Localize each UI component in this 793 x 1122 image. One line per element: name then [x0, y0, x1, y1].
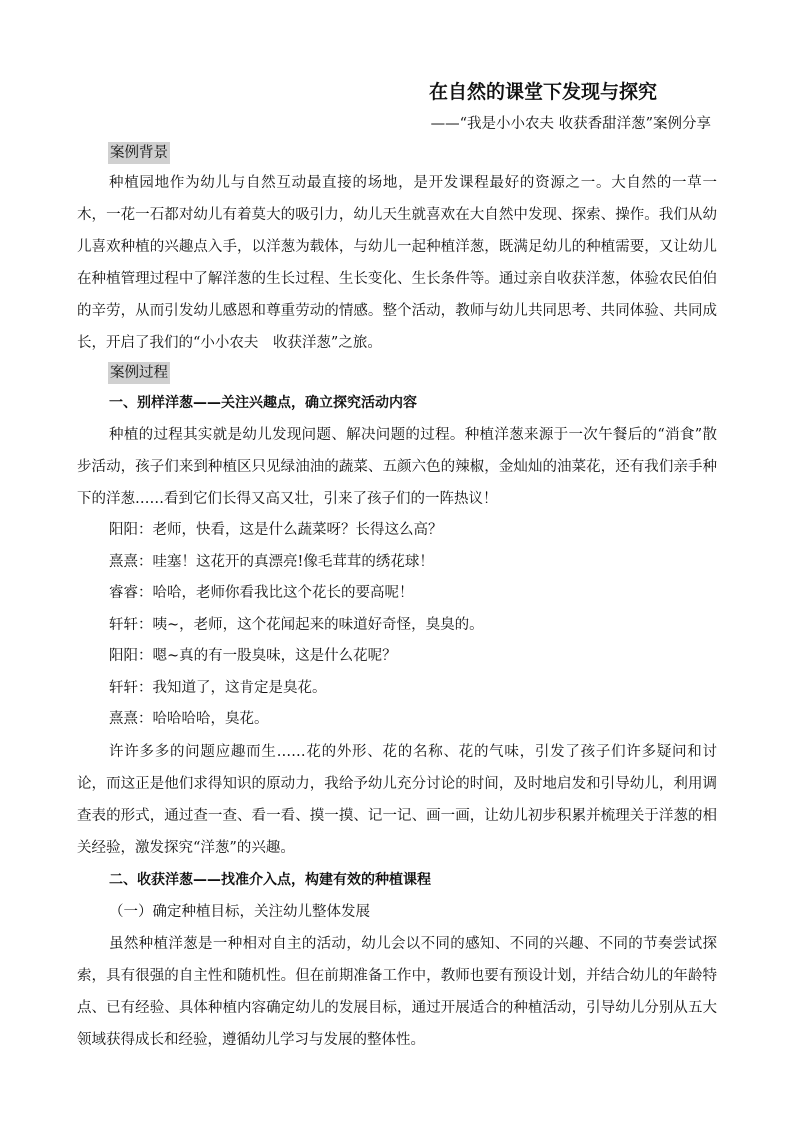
- heading-section-one: 一、别样洋葱——关注兴趣点，确立探究活动内容: [109, 395, 417, 411]
- page-subtitle: ——“我是小小农夫 收获香甜洋葱”案例分享: [430, 116, 711, 132]
- dialog-line: 熹熹：哇塞！这花开的真漂亮!像毛茸茸的绣花球！: [109, 553, 434, 570]
- dialog-line: 轩轩：我知道了，这肯定是臭花。: [109, 679, 327, 696]
- dialog-line: 阳阳：嗯~真的有一股臭味，这是什么花呢？: [109, 648, 397, 664]
- page-title: 在自然的课堂下发现与探究: [428, 81, 657, 103]
- dialog-line: 睿睿：哈哈，老师你看我比这个花长的要高呢！: [109, 585, 414, 601]
- dialog-line: 阳阳：老师，快看，这是什么蔬菜呀？长得这么高？: [109, 522, 443, 538]
- heading-section-two: 二、收获洋葱——找准介入点，构建有效的种植课程: [109, 871, 431, 888]
- process-paragraph-1: 种植的过程其实就是幼儿发现问题、解决问题的过程。种植洋葱来源于一次午餐后的“消食”散步活动，孩子们来到种植区只见绿油油的蔬菜、五颜六色的辣椒，金灿灿的油菜花，还有我们亲手种下的洋葱……看到它们长得又高又壮，引来了孩子们的一阵热议！: [77, 427, 717, 507]
- background-paragraph: 种植园地作为幼儿与自然互动最直接的场地，是开发课程最好的资源之一。大自然的一草一木，一花一石都对幼儿有着莫大的吸引力，幼儿天生就喜欢在大自然中发现、探索、操作。我们从幼儿喜欢种植的兴趣点入手，以洋葱为载体，与幼儿一起种植洋葱，既满足幼儿的种植需要，又让幼儿在种植管理过程中了解洋葱的生长过程、生长变化、生长条件等。通过亲自收获洋葱，体验农民伯伯的辛劳，从而引发幼儿感恩和尊重劳动的情感。整个活动，教师与幼儿共同思考、共同体验、共同成长，开启了我们的“小小农夫 收获洋葱”之旅。: [77, 175, 717, 351]
- document-page: [77, 78, 717, 1056]
- dialog-line: 轩轩：咦~，老师，这个花闻起来的味道好奇怪，臭臭的。: [109, 616, 484, 633]
- subheading-one: （一）确定种植目标，关注幼儿整体发展: [109, 903, 370, 920]
- dialog-line: 熹熹：哈哈哈哈，臭花。: [109, 711, 269, 727]
- section-label-background: 案例背景: [108, 142, 170, 164]
- section-label-process: 案例过程: [108, 362, 170, 384]
- process-paragraph-3: 虽然种植洋葱是一种相对自主的活动，幼儿会以不同的感知、不同的兴趣、不同的节奏尝试探索，具有很强的自主性和随机性。但在前期准备工作中，教师也要有预设计划，并结合幼儿的年龄特点、已有经验、具体种植内容确定幼儿的发展目标，通过开展适合的种植活动，引导幼儿分别从五大领域获得成长和经验，遵循幼儿学习与发展的整体性。: [77, 935, 717, 1048]
- process-paragraph-2: 许许多多的问题应趣而生……花的外形、花的名称、花的气味，引发了孩子们许多疑问和讨论，而这正是他们求得知识的原动力，我给予幼儿充分讨论的时间，及时地启发和引导幼儿，利用调查表的形式，通过查一查、看一看、摸一摸、记一记、画一画，让幼儿初步积累并梳理关于洋葱的相关经验，激发探究“洋葱”的兴趣。: [77, 743, 717, 856]
